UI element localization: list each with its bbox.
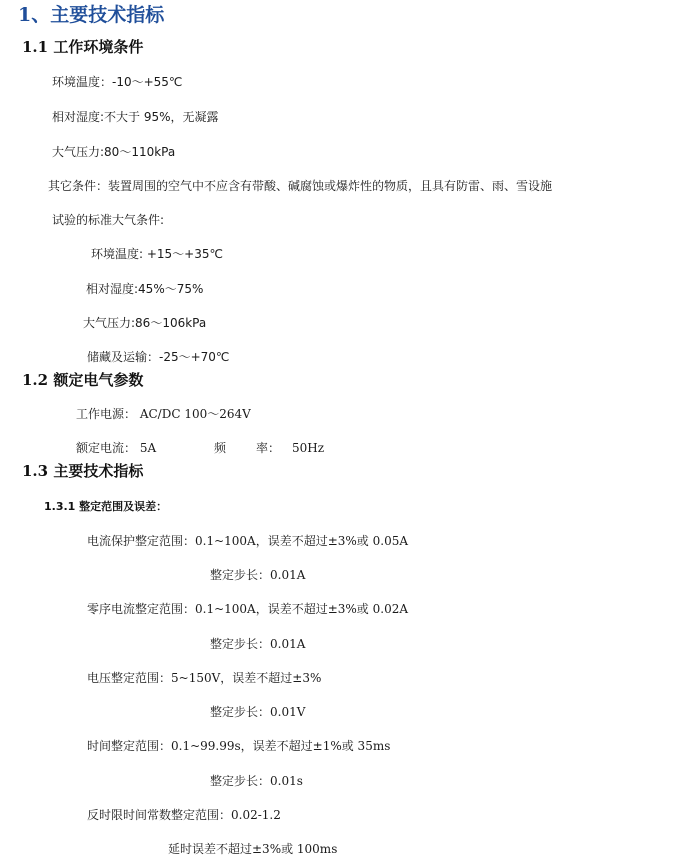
storage-transport: 储藏及运输：-25～+70℃ — [87, 350, 230, 364]
air-pressure: 大气压力:80～110kPa — [52, 145, 176, 159]
time-step: 整定步长：0.01s — [210, 774, 303, 788]
zero-sequence-step: 整定步长：0.01A — [210, 637, 306, 651]
frequency-label: 频 — [214, 441, 227, 455]
page-title: 1、主要技术指标 — [18, 4, 165, 26]
standard-humidity: 相对湿度:45%～75% — [86, 282, 204, 296]
rated-current: 额定电流： 5A — [76, 441, 157, 455]
time-range: 时间整定范围：0.1~99.99s，误差不超过±1%或 35ms — [87, 739, 391, 753]
inverse-time-range: 反时限时间常数整定范围：0.02-1.2 — [87, 808, 281, 822]
zero-sequence-range: 零序电流整定范围：0.1~100A，误差不超过±3%或 0.02A — [87, 602, 409, 616]
subsection-heading-1-3-1: 1.3.1 整定范围及误差： — [44, 500, 168, 513]
env-temperature: 环境温度：-10～+55℃ — [52, 75, 183, 89]
section-heading-1-2: 1.2 额定电气参数 — [22, 371, 144, 389]
other-conditions: 其它条件：装置周围的空气中不应含有带酸、碱腐蚀或爆炸性的物质，且具有防雷、雨、雪设施 — [48, 179, 553, 193]
overcurrent-step: 整定步长：0.01A — [210, 568, 306, 582]
frequency-value: 50Hz — [292, 441, 325, 455]
working-power: 工作电源： AC/DC 100～264V — [76, 407, 251, 421]
overcurrent-range: 电流保护整定范围：0.1~100A，误差不超过±3%或 0.05A — [87, 534, 409, 548]
section-heading-1-3: 1.3 主要技术指标 — [22, 462, 144, 480]
standard-conditions-title: 试验的标准大气条件: — [52, 213, 165, 227]
inverse-time-delay-error: 延时误差不超过±3%或 100ms — [168, 842, 338, 856]
section-heading-1-1: 1.1 工作环境条件 — [22, 38, 144, 56]
standard-temperature: 环境温度: +15～+35℃ — [91, 247, 223, 261]
standard-pressure: 大气压力:86～106kPa — [83, 316, 207, 330]
voltage-range: 电压整定范围：5~150V，误差不超过±3% — [87, 671, 322, 685]
relative-humidity: 相对湿度:不大于 95%，无凝露 — [52, 110, 219, 124]
frequency-label-end: 率： — [256, 441, 281, 455]
voltage-step: 整定步长：0.01V — [210, 705, 306, 719]
